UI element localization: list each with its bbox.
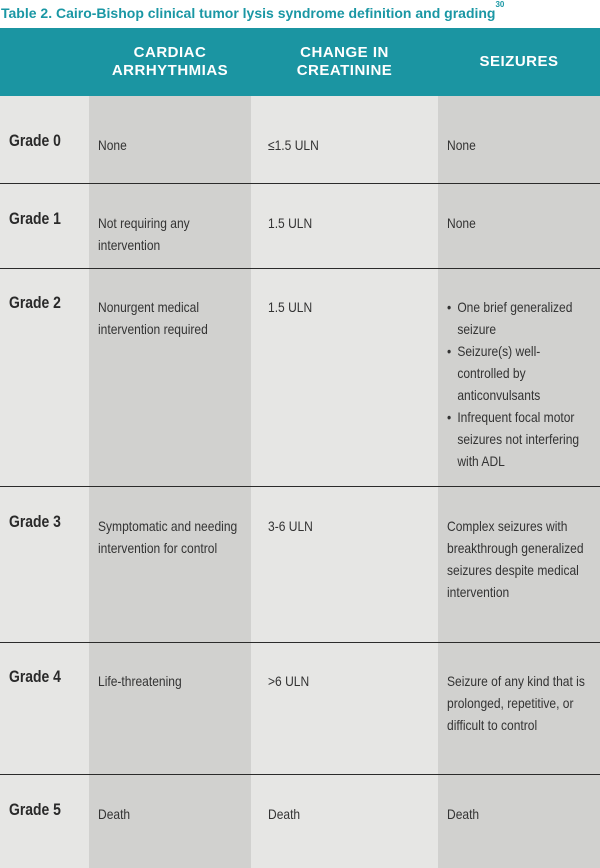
creatinine-cell: 1.5 ULN xyxy=(268,299,313,315)
header-cardiac-arrhythmias: CARDIAC ARRHYTHMIAS xyxy=(111,44,229,79)
grade-label: Grade 3 xyxy=(9,512,61,531)
seizures-cell: Complex seizures with breakthrough generalized seizures despite medical intervention xyxy=(447,518,584,600)
grading-table xyxy=(0,28,600,868)
grade-label: Grade 5 xyxy=(9,800,61,819)
table-caption xyxy=(0,0,600,28)
row-divider xyxy=(0,774,600,775)
creatinine-cell: ≤1.5 ULN xyxy=(268,137,319,153)
grade-label: Grade 2 xyxy=(9,293,61,312)
seizures-cell xyxy=(447,296,589,472)
header-change-in-creatinine: CHANGE IN CREATININE xyxy=(296,44,393,79)
creatinine-cell: 1.5 ULN xyxy=(268,215,313,231)
row-divider xyxy=(0,486,600,487)
cardiac-cell: None xyxy=(98,137,127,153)
list-item: • Seizure(s) well-controlled by anticonvulsants xyxy=(447,340,589,406)
seizures-list xyxy=(447,296,589,472)
cardiac-cell: Life-threatening xyxy=(98,673,182,689)
grade-label: Grade 1 xyxy=(9,209,61,228)
cardiac-cell: Death xyxy=(98,806,131,822)
row-divider xyxy=(0,642,600,643)
grade-label: Grade 0 xyxy=(9,131,61,150)
grade-label: Grade 4 xyxy=(9,667,61,686)
seizures-cell: Seizure of any kind that is prolonged, repetitive, or difficult to control xyxy=(447,673,585,733)
caption-reference: 30 xyxy=(495,0,505,9)
seizures-cell: None xyxy=(447,137,476,153)
header-seizures: SEIZURES xyxy=(479,53,559,70)
creatinine-cell: Death xyxy=(268,806,301,822)
creatinine-cell: 3-6 ULN xyxy=(268,518,313,534)
row-divider xyxy=(0,268,600,269)
table-header xyxy=(0,28,600,96)
caption-text: Table 2. Cairo-Bishop clinical tumor lysis syndrome definition and grading xyxy=(1,5,496,21)
seizures-cell: Death xyxy=(447,806,480,822)
cardiac-cell: Nonurgent medical intervention required xyxy=(98,299,208,337)
cardiac-cell: Not requiring any intervention xyxy=(98,215,190,253)
seizures-cell: None xyxy=(447,215,476,231)
creatinine-cell: >6 ULN xyxy=(268,673,310,689)
list-item: • One brief generalized seizure xyxy=(447,296,589,340)
cardiac-cell: Symptomatic and needing intervention for control xyxy=(98,518,238,556)
list-item: • Infrequent focal motor seizures not interfering with ADL xyxy=(447,406,589,472)
row-divider xyxy=(0,183,600,184)
